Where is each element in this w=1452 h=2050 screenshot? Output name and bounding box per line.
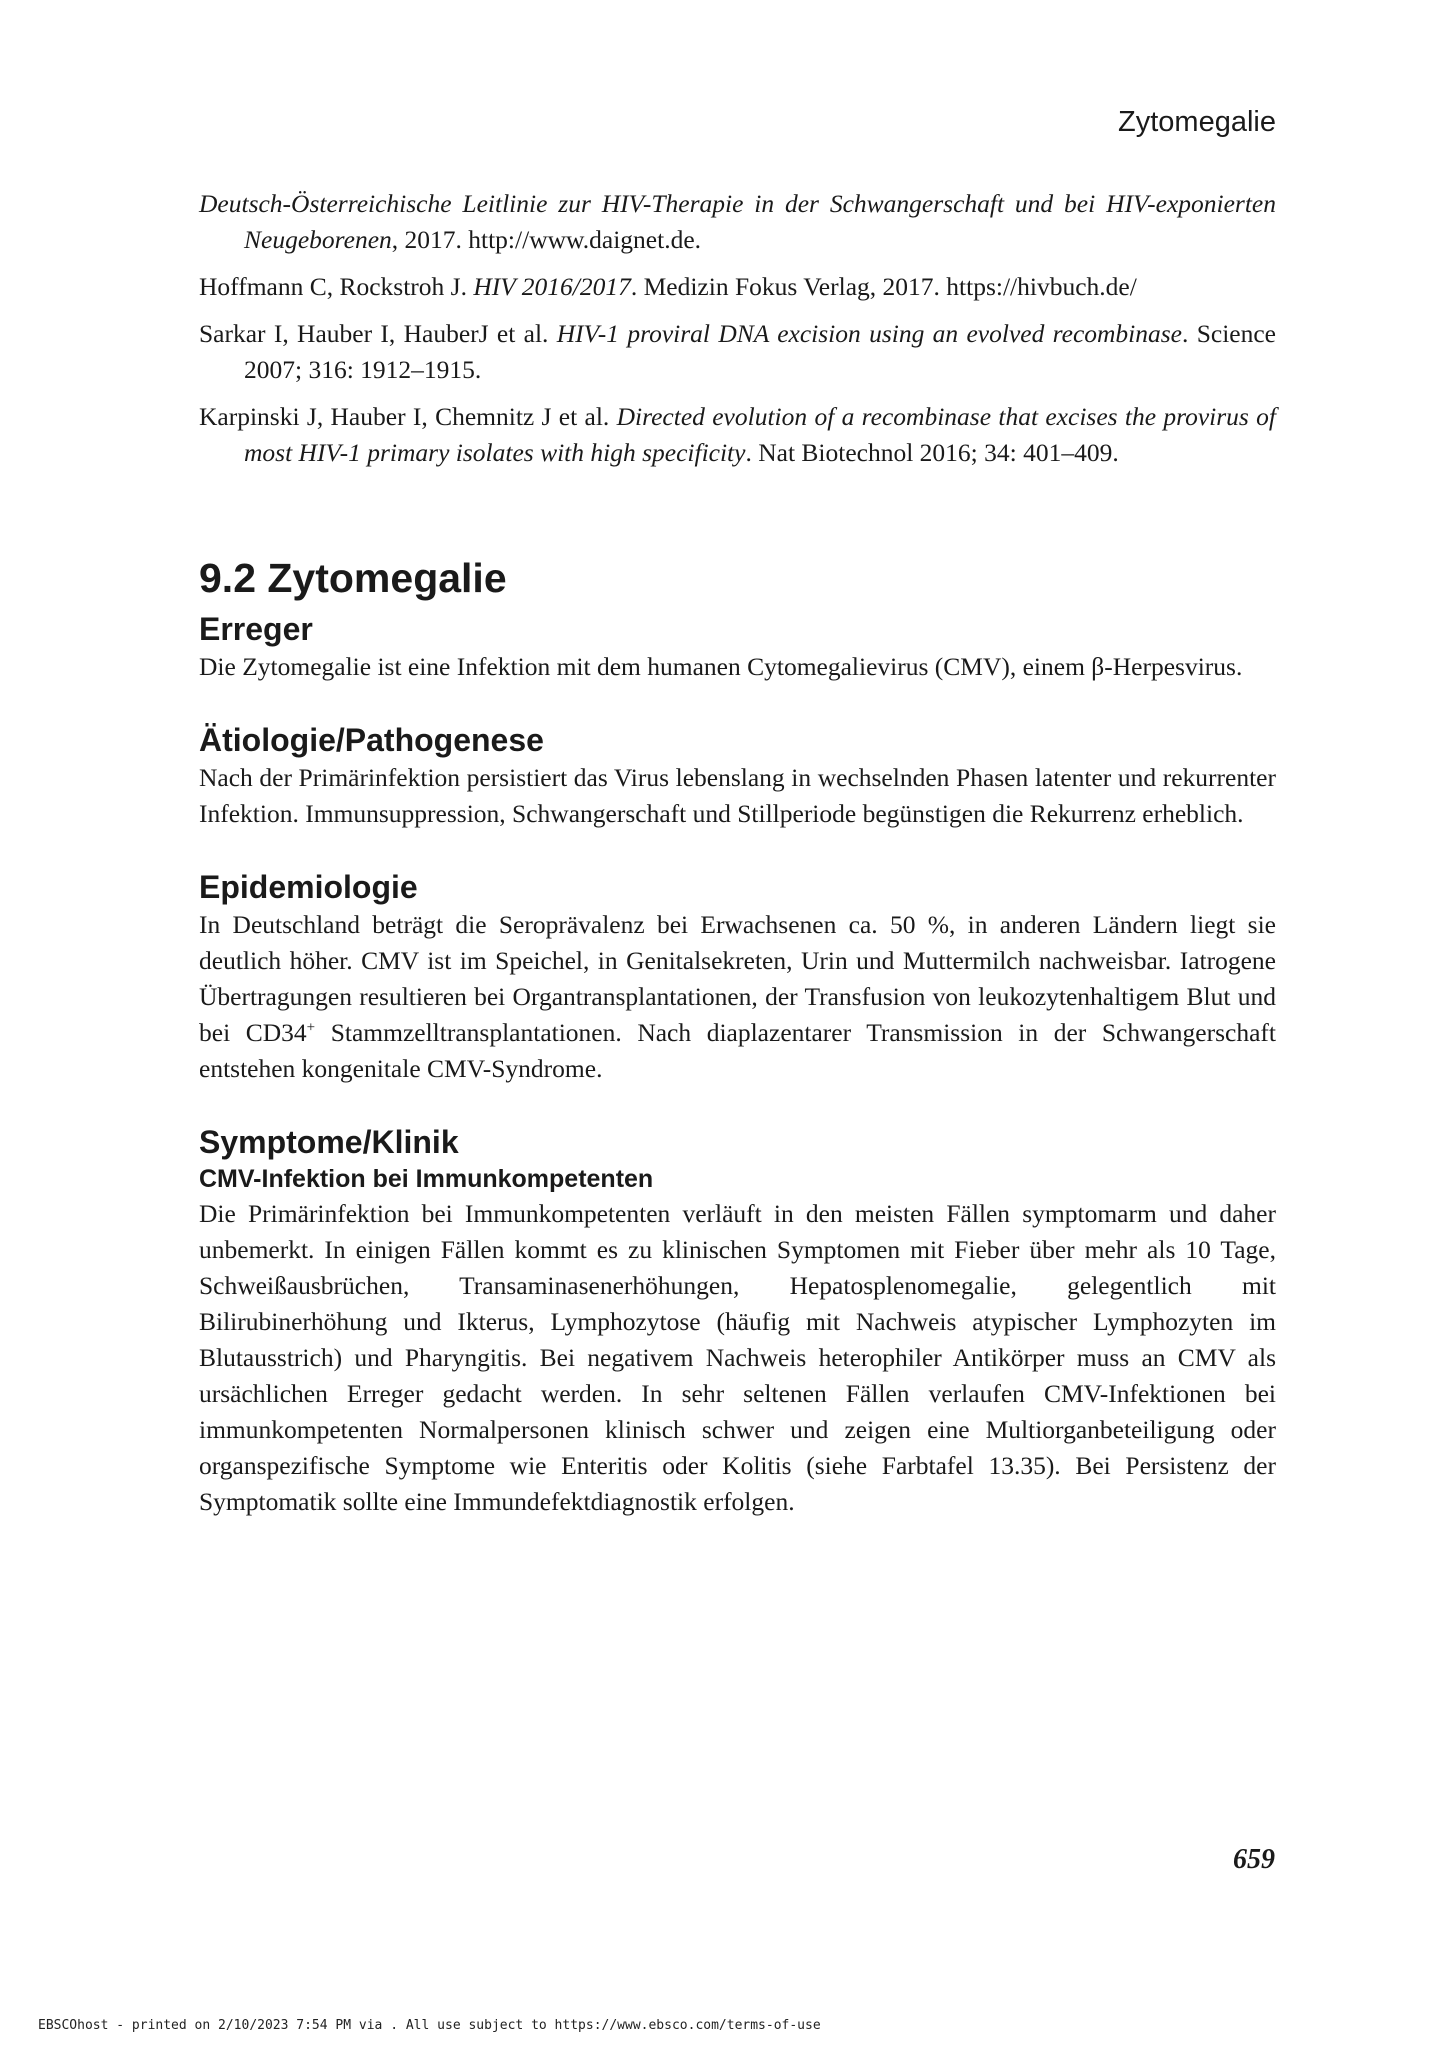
reference-title: Deutsch-Österreichische Leitlinie zur HIV-Therapie in der Schwangerschaft und bei HIV-exponierten Neugeborenen bbox=[199, 189, 1276, 254]
reference-authors: Hoffmann C, Rockstroh J. bbox=[199, 272, 474, 301]
reference-authors: Sarkar I, Hauber I, HauberJ et al. bbox=[199, 319, 557, 348]
reference-source: . Medizin Fokus Verlag, 2017. https://hivbuch.de/ bbox=[630, 272, 1137, 301]
section-text-aetiologie: Nach der Primärinfektion persistiert das Virus lebenslang in wechselnden Phasen latenter und rekurrenter Infektion. Immunsuppression, Schwangerschaft und Stillperiode begünstigen die Rekurrenz erheblich. bbox=[199, 763, 1276, 828]
reference-list bbox=[199, 186, 1276, 471]
print-footer-note: EBSCOhost - printed on 2/10/2023 7:54 PM via . All use subject to https://www.ebsco.com/terms-of-use bbox=[38, 2018, 821, 2033]
reference-title: Directed evolution of a recombinase that excises the provirus of most HIV-1 primary isolates with high specificity bbox=[244, 402, 1277, 467]
reference-item bbox=[199, 316, 1276, 388]
section-heading-symptome: Symptome/Klinik bbox=[199, 1124, 459, 1160]
reference-item bbox=[199, 269, 1276, 305]
section-text-symptome: Die Primärinfektion bei Immunkompetenten verläuft in den meisten Fällen symptomarm und daher unbemerkt. In einigen Fällen kommt es zu klinischen Symptomen mit Fieber über mehr als 10 Tage, Schweißausbrüchen, Transaminasenerhöhungen, Hepatosplenomegalie, gelegentlich mit Bilirubinerhöhung und Ikterus, Lymphozytose (häufig mit Nachweis atypischer Lymphozyten im Blutausstrich) und Pharyngitis. Bei negativem Nachweis heterophiler Antikörper muss an CMV als ursächlichen Erreger gedacht werden. In sehr seltenen Fällen verlaufen CMV-Infektionen bei immunkompetenten Normalpersonen klinisch schwer und zeigen eine Multiorganbeteiligung oder organspezifische Symptome wie Enteritis oder Kolitis (siehe Farbtafel 13.35). Bei Persistenz der Symptomatik sollte eine Immundefektdiagnostik erfolgen. bbox=[199, 1199, 1276, 1516]
page-number: 659 bbox=[1233, 1844, 1275, 1875]
reference-source: , 2017. http://www.daignet.de. bbox=[391, 225, 702, 254]
superscript-plus: + bbox=[306, 1019, 316, 1036]
epidemiologie-text-part: In Deutschland beträgt die Seroprävalenz bei Erwachsenen ca. 50 %, in anderen Ländern liegt sie deutlich höher. CMV ist im Speichel, in Genitalsekreten, Urin und Muttermilch nachweisbar. Iatrogene Übertragungen resultieren bei Organtransplantationen, der Transfusion von leukozytenhaltigem Blut und bei CD34 bbox=[199, 910, 1276, 1047]
section-heading-aetiologie: Ätiologie/Pathogenese bbox=[199, 722, 544, 758]
reference-source: . Nat Biotechnol 2016; 34: 401–409. bbox=[745, 438, 1119, 467]
reference-authors: Karpinski J, Hauber I, Chemnitz J et al. bbox=[199, 402, 617, 431]
section-heading-erreger: Erreger bbox=[199, 611, 313, 647]
reference-source: . Science 2007; 316: 1912–1915. bbox=[244, 319, 1277, 384]
section-text-epidemiologie bbox=[199, 907, 1276, 1087]
reference-item bbox=[199, 186, 1276, 258]
chapter-title: 9.2 Zytomegalie bbox=[199, 555, 507, 601]
subsection-heading-immunkompetente: CMV-Infektion bei Immunkompetenten bbox=[199, 1165, 654, 1193]
page-content bbox=[199, 186, 1276, 1520]
epidemiologie-text-part: Stammzelltransplantationen. Nach diaplazentarer Transmission in der Schwangerschaft entstehen kongenitale CMV-Syndrome. bbox=[199, 1018, 1277, 1083]
reference-title: HIV 2016/2017 bbox=[473, 272, 631, 301]
section-text-erreger: Die Zytomegalie ist eine Infektion mit dem humanen Cytomegalievirus (CMV), einem β-Herpesvirus. bbox=[199, 652, 1243, 681]
reference-title: HIV-1 proviral DNA excision using an evolved recombinase bbox=[556, 319, 1183, 348]
reference-item bbox=[199, 399, 1276, 471]
running-head: Zytomegalie bbox=[1118, 106, 1276, 138]
section-heading-epidemiologie: Epidemiologie bbox=[199, 869, 418, 905]
